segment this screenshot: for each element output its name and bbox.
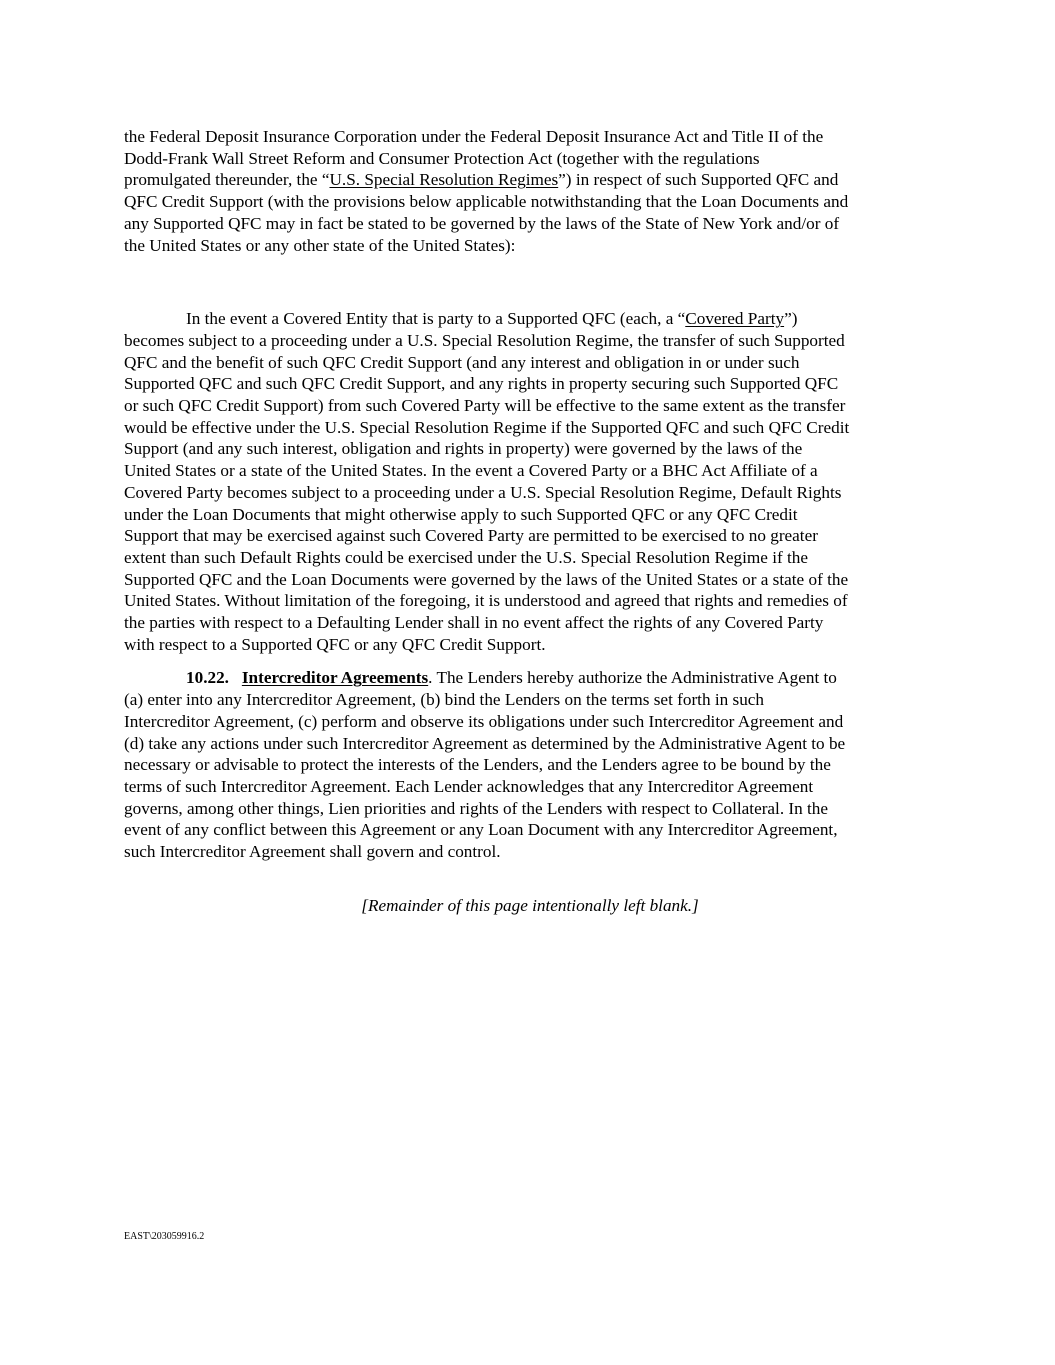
text-line: Supported QFC and the Loan Documents were governed by the laws of the United States or a state of the xyxy=(124,569,849,589)
text-fragment: In the event a Covered Entity that is party to a Supported QFC (each, a “ xyxy=(186,309,686,329)
text-line: or such QFC Credit Support) from such Covered Party will be effective to the same extent as the transfer xyxy=(124,396,846,416)
text-line: would be effective under the U.S. Special Resolution Regime if the Supported QFC and such QFC Credit xyxy=(124,417,850,437)
text-line: Dodd-Frank Wall Street Reform and Consumer Protection Act (together with the regulations xyxy=(124,148,760,168)
text-line: (d) take any actions under such Intercreditor Agreement as determined by the Administrative Agent to be xyxy=(124,733,846,753)
text-line: governs, among other things, Lien priorities and rights of the Lenders with respect to Collateral. In the xyxy=(124,798,829,818)
paragraph-regimes-definition xyxy=(124,126,936,256)
text-fragment: promulgated thereunder, the “ xyxy=(124,170,330,190)
defined-term-us-special-resolution-regimes: U.S. Special Resolution Regimes xyxy=(329,170,559,190)
text-line: becomes subject to a proceeding under a U.S. Special Resolution Regime, the transfer of such Supported xyxy=(124,330,845,350)
text-line: Support (and any such interest, obligation and rights in property) were governed by the laws of the xyxy=(124,439,803,459)
text-line: Covered Party becomes subject to a proceeding under a U.S. Special Resolution Regime, Default Rights xyxy=(124,482,842,502)
text-line: such Intercreditor Agreement shall govern and control. xyxy=(124,842,501,862)
text-line: extent than such Default Rights could be exercised under the U.S. Special Resolution Regime if the xyxy=(124,547,808,567)
text-line: the parties with respect to a Defaulting Lender shall in no event affect the rights of any Covered Party xyxy=(124,613,824,633)
text-line: QFC and the benefit of such QFC Credit Support (and any interest and obligation in or under such xyxy=(124,352,800,372)
remainder-blank-note: [Remainder of this page intentionally left blank.] xyxy=(361,895,699,915)
text-line: (a) enter into any Intercreditor Agreement, (b) bind the Lenders on the terms set forth in such xyxy=(124,690,765,710)
text-line: the United States or any other state of the United States): xyxy=(124,235,516,255)
defined-term-covered-party: Covered Party xyxy=(685,309,785,329)
text-fragment: ”) xyxy=(784,309,798,329)
text-line: Intercreditor Agreement, (c) perform and observe its obligations under such Intercreditor Agreement and xyxy=(124,711,844,731)
section-10-22-intercreditor-agreements xyxy=(124,667,936,862)
text-line: United States or a state of the United States. In the event a Covered Party or a BHC Act Affiliate of a xyxy=(124,461,818,481)
text-line: terms of such Intercreditor Agreement. Each Lender acknowledges that any Intercreditor Agreement xyxy=(124,776,814,796)
footer-document-id: EAST\203059916.2 xyxy=(124,1231,205,1242)
text-line: the Federal Deposit Insurance Corporation under the Federal Deposit Insurance Act and Title II of the xyxy=(124,127,824,146)
text-line: with respect to a Supported QFC or any QFC Credit Support. xyxy=(124,634,546,654)
text-line: any Supported QFC may in fact be stated to be governed by the laws of the State of New York and/or of xyxy=(124,213,840,233)
text-line xyxy=(124,308,936,330)
text-line: under the Loan Documents that might otherwise apply to such Supported QFC or any QFC Credit xyxy=(124,504,798,524)
text-line: necessary or advisable to protect the interests of the Lenders, and the Lenders agree to be bound by the xyxy=(124,755,831,775)
section-number: 10.22. xyxy=(186,668,229,688)
text-fragment: . The Lenders hereby authorize the Administrative Agent to xyxy=(428,668,837,688)
section-title: Intercreditor Agreements xyxy=(241,668,429,688)
text-line xyxy=(124,667,936,689)
document-page xyxy=(124,126,936,917)
text-line: United States. Without limitation of the foregoing, it is understood and agreed that rights and remedies of xyxy=(124,591,848,611)
text-line: event of any conflict between this Agreement or any Loan Document with any Intercreditor Agreement, xyxy=(124,820,838,840)
text-fragment: ”) in respect of such Supported QFC and xyxy=(558,170,839,190)
paragraph-covered-party xyxy=(124,308,936,655)
text-line: Supported QFC and such QFC Credit Support, and any rights in property securing such Supported QFC xyxy=(124,374,839,394)
text-line xyxy=(124,169,936,191)
text-line: QFC Credit Support (with the provisions below applicable notwithstanding that the Loan Documents and xyxy=(124,192,849,212)
text-line: Support that may be exercised against such Covered Party are permitted to be exercised to no greater xyxy=(124,526,818,546)
